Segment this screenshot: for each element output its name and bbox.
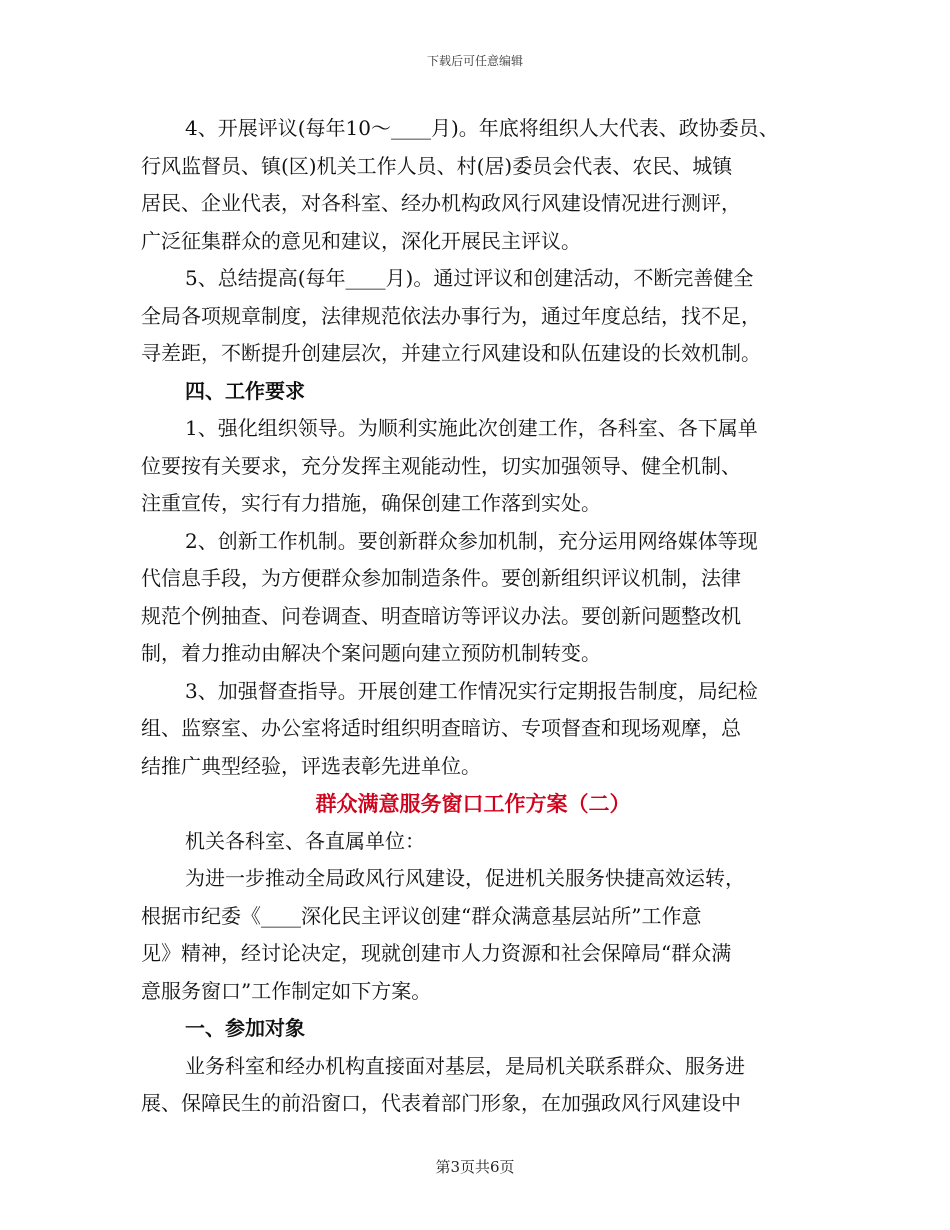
text-line: 代信息手段，为方便群众参加制造条件。要创新组织评议机制，法律 [141, 566, 741, 590]
item-4-paragraph [141, 110, 821, 260]
intro-paragraph [141, 860, 821, 1010]
text-line: 制，着力推动由解决个案问题向建立预防机制转变。 [141, 641, 601, 665]
text-line: 组、监察室、办公室将适时组织明查暗访、专项督查和现场观摩，总 [141, 716, 741, 740]
salutation: 机关各科室、各直属单位： [185, 828, 425, 853]
page-header: 下载后可任意编辑 [426, 54, 523, 68]
text-line: 业务科室和经办机构直接面对基层，是局机关联系群众、服务进 [185, 1053, 745, 1078]
document-title: 群众满意服务窗口工作方案（二） [315, 791, 631, 816]
participants-paragraph [141, 1048, 821, 1123]
text-line: 结推广典型经验，评选表彰先进单位。 [141, 753, 481, 778]
requirement-2-paragraph [141, 523, 821, 673]
text-line: 广泛征集群众的意见和建议，深化开展民主评议。 [141, 228, 581, 253]
text-line: 全局各项规章制度，法律规范依法办事行为，通过年度总结，找不足， [141, 303, 761, 328]
text-line: 注重宣传，实行有力措施，确保创建工作落到实处。 [141, 491, 601, 515]
text-line: 展、保障民生的前沿窗口，代表着部门形象，在加强政风行风建设中 [141, 1091, 741, 1115]
section-heading-participants: 一、参加对象 [185, 1016, 305, 1040]
text-line: 居民、企业代表，对各科室、经办机构政风行风建设情况进行测评， [141, 191, 741, 215]
text-line: 见》精神，经讨论决定，现就创建市人力资源和社会保障局“群众满 [141, 941, 732, 965]
text-line: 3、加强督查指导。开展创建工作情况实行定期报告制度，局纪检 [185, 678, 758, 703]
text-line: 2、创新工作机制。要创新群众参加机制，充分运用网络媒体等现 [185, 528, 758, 553]
text-line: 1、强化组织领导。为顺利实施此次创建工作，各科室、各下属单 [185, 416, 758, 440]
requirement-3-paragraph [141, 673, 821, 786]
page-footer: 第3页共6页 [435, 1158, 515, 1176]
text-line: 为进一步推动全局政风行风建设，促进机关服务快捷高效运转， [185, 866, 745, 890]
section-heading-work-requirements: 四、工作要求 [185, 378, 305, 403]
item-5-paragraph [141, 260, 821, 373]
text-line: 规范个例抽查、问卷调查、明查暗访等评议办法。要创新问题整改机 [141, 603, 741, 628]
text-line: 根据市纪委《____深化民主评议创建“群众满意基层站所”工作意 [141, 903, 702, 928]
document-body [141, 110, 821, 1123]
text-line: 5、总结提高(每年____月)。通过评议和创建活动，不断完善健全 [185, 266, 754, 290]
text-line: 寻差距，不断提升创建层次，并建立行风建设和队伍建设的长效机制。 [141, 341, 761, 365]
text-line: 行风监督员、镇(区)机关工作人员、村(居)委员会代表、农民、城镇 [141, 153, 733, 178]
text-line: 位要按有关要求，充分发挥主观能动性，切实加强领导、健全机制、 [141, 453, 741, 478]
text-line: 4、开展评议(每年10～____月)。年底将组织人大代表、政协委员、 [185, 116, 779, 140]
requirement-1-paragraph [141, 410, 821, 523]
text-line: 意服务窗口”工作制定如下方案。 [141, 978, 432, 1003]
